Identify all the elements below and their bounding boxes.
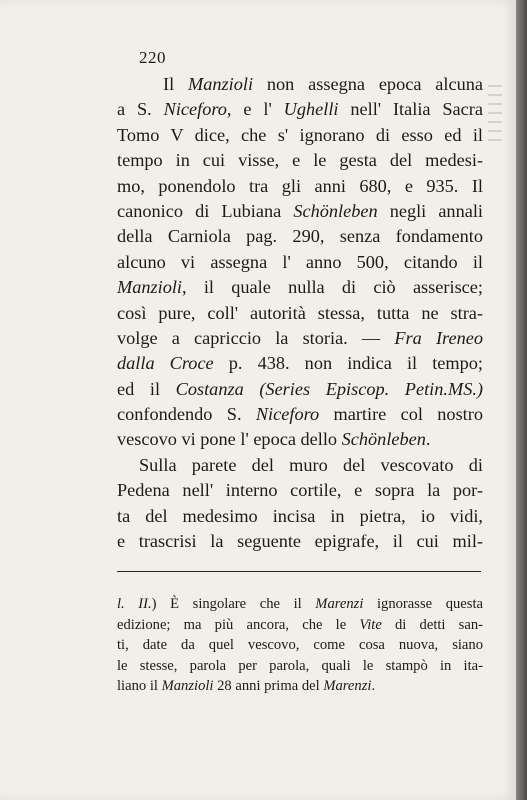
text-run: p. 438. non indica il tempo;	[213, 353, 483, 374]
text-line	[117, 275, 483, 300]
text-run: martire col nostro	[319, 404, 483, 425]
text-run: , il quale nulla di ciò asserisce;	[182, 277, 483, 298]
footnote-line	[117, 676, 483, 697]
text-line	[117, 250, 483, 275]
footnote-line	[117, 656, 483, 677]
italic-run: Schönleben	[341, 429, 426, 450]
text-run: le stesse, parola per parola, quali le stampò in ita-	[117, 657, 483, 674]
text-run: e trascrisi la seguente epigrafe, il cui mil-	[117, 531, 483, 552]
italic-run: Manzioli	[117, 277, 183, 298]
text-run: canonico di Lubiana	[117, 200, 294, 221]
text-line	[117, 199, 483, 224]
page-number: 220	[139, 48, 166, 67]
italic-run: Manzioli	[161, 678, 214, 695]
text-line	[117, 174, 483, 199]
text-line	[117, 72, 483, 97]
text-run: tempo in cui visse, e le gesta del medesi-	[117, 150, 483, 171]
text-run: ignorasse questa	[363, 596, 483, 612]
footnote-divider	[117, 571, 481, 572]
italic-run: dalla Croce	[117, 353, 214, 374]
text-line	[117, 377, 483, 402]
text-run: , e l'	[226, 99, 284, 120]
text-line	[117, 224, 483, 249]
text-run: Il	[163, 74, 189, 94]
italic-run: Manzioli	[188, 74, 254, 94]
text-run: confondendo S.	[117, 404, 256, 425]
italic-run: Ughelli	[283, 99, 339, 120]
text-line	[117, 123, 483, 148]
text-run: alcuno vi assegna l' anno 500, citando il	[117, 251, 483, 272]
footnote-block	[117, 594, 483, 697]
text-run: non assegna epoca alcuna	[253, 74, 483, 94]
footnote-line	[117, 594, 483, 615]
text-run: così pure, coll' autorità stessa, tutta ne stra-	[117, 302, 483, 323]
text-run: ti, date da quel vescovo, come cosa nuova, siano	[117, 637, 483, 654]
text-run: .	[371, 678, 376, 695]
italic-run: Vite	[359, 616, 382, 633]
text-run: ed il	[117, 378, 176, 399]
text-line	[117, 427, 483, 452]
text-run: Sulla parete del muro del vescovato di	[139, 454, 483, 475]
page-edge-shadow	[516, 0, 527, 800]
text-line	[117, 326, 483, 351]
text-line	[117, 351, 483, 376]
text-line	[117, 478, 483, 503]
italic-run: Niceforo	[255, 404, 320, 425]
text-run: nell' Italia Sacra	[338, 99, 483, 120]
italic-run: Marenzi	[323, 678, 372, 695]
text-run: liano il	[117, 678, 162, 695]
text-run: ) È singolare che il	[151, 596, 316, 612]
italic-run: l. II.	[117, 596, 152, 612]
text-run: Pedena nell' interno cortile, e sopra la por-	[117, 480, 483, 501]
show-through-marks	[488, 85, 502, 145]
text-line	[117, 301, 483, 326]
footnote-line	[117, 635, 483, 656]
text-run: di detti san-	[381, 616, 483, 633]
text-run: edizione; ma più ancora, che le	[117, 616, 360, 633]
italic-run: Schönleben	[293, 200, 378, 221]
text-run: Tomo V dice, che s' ignorano di esso ed il	[117, 124, 483, 145]
italic-run: Costanza (Series Episcop. Petin.MS.)	[175, 378, 483, 399]
text-run: .	[425, 429, 431, 450]
text-run: della Carniola pag. 290, senza fondamento	[117, 226, 483, 247]
text-line	[117, 148, 483, 173]
text-line	[117, 453, 483, 478]
main-text-block	[117, 72, 483, 554]
text-line	[117, 97, 483, 122]
text-line	[117, 402, 483, 427]
italic-run: Niceforo	[163, 99, 227, 120]
italic-run: Fra Ireneo	[394, 327, 483, 348]
text-run: vescovo vi pone l' epoca dello	[117, 429, 342, 450]
text-run: volge a capriccio la storia. —	[117, 327, 395, 348]
text-line	[117, 504, 483, 529]
text-run: negli annali	[377, 200, 483, 221]
text-run: a S.	[117, 99, 164, 120]
text-run: mo, ponendolo tra gli anni 680, e 935. Il	[117, 175, 483, 196]
text-run: ta del medesimo incisa in pietra, io vidi,	[117, 505, 483, 526]
footnote-line	[117, 615, 483, 636]
text-line	[117, 529, 483, 554]
italic-run: Marenzi	[315, 596, 364, 612]
text-run: 28 anni prima del	[213, 678, 324, 695]
